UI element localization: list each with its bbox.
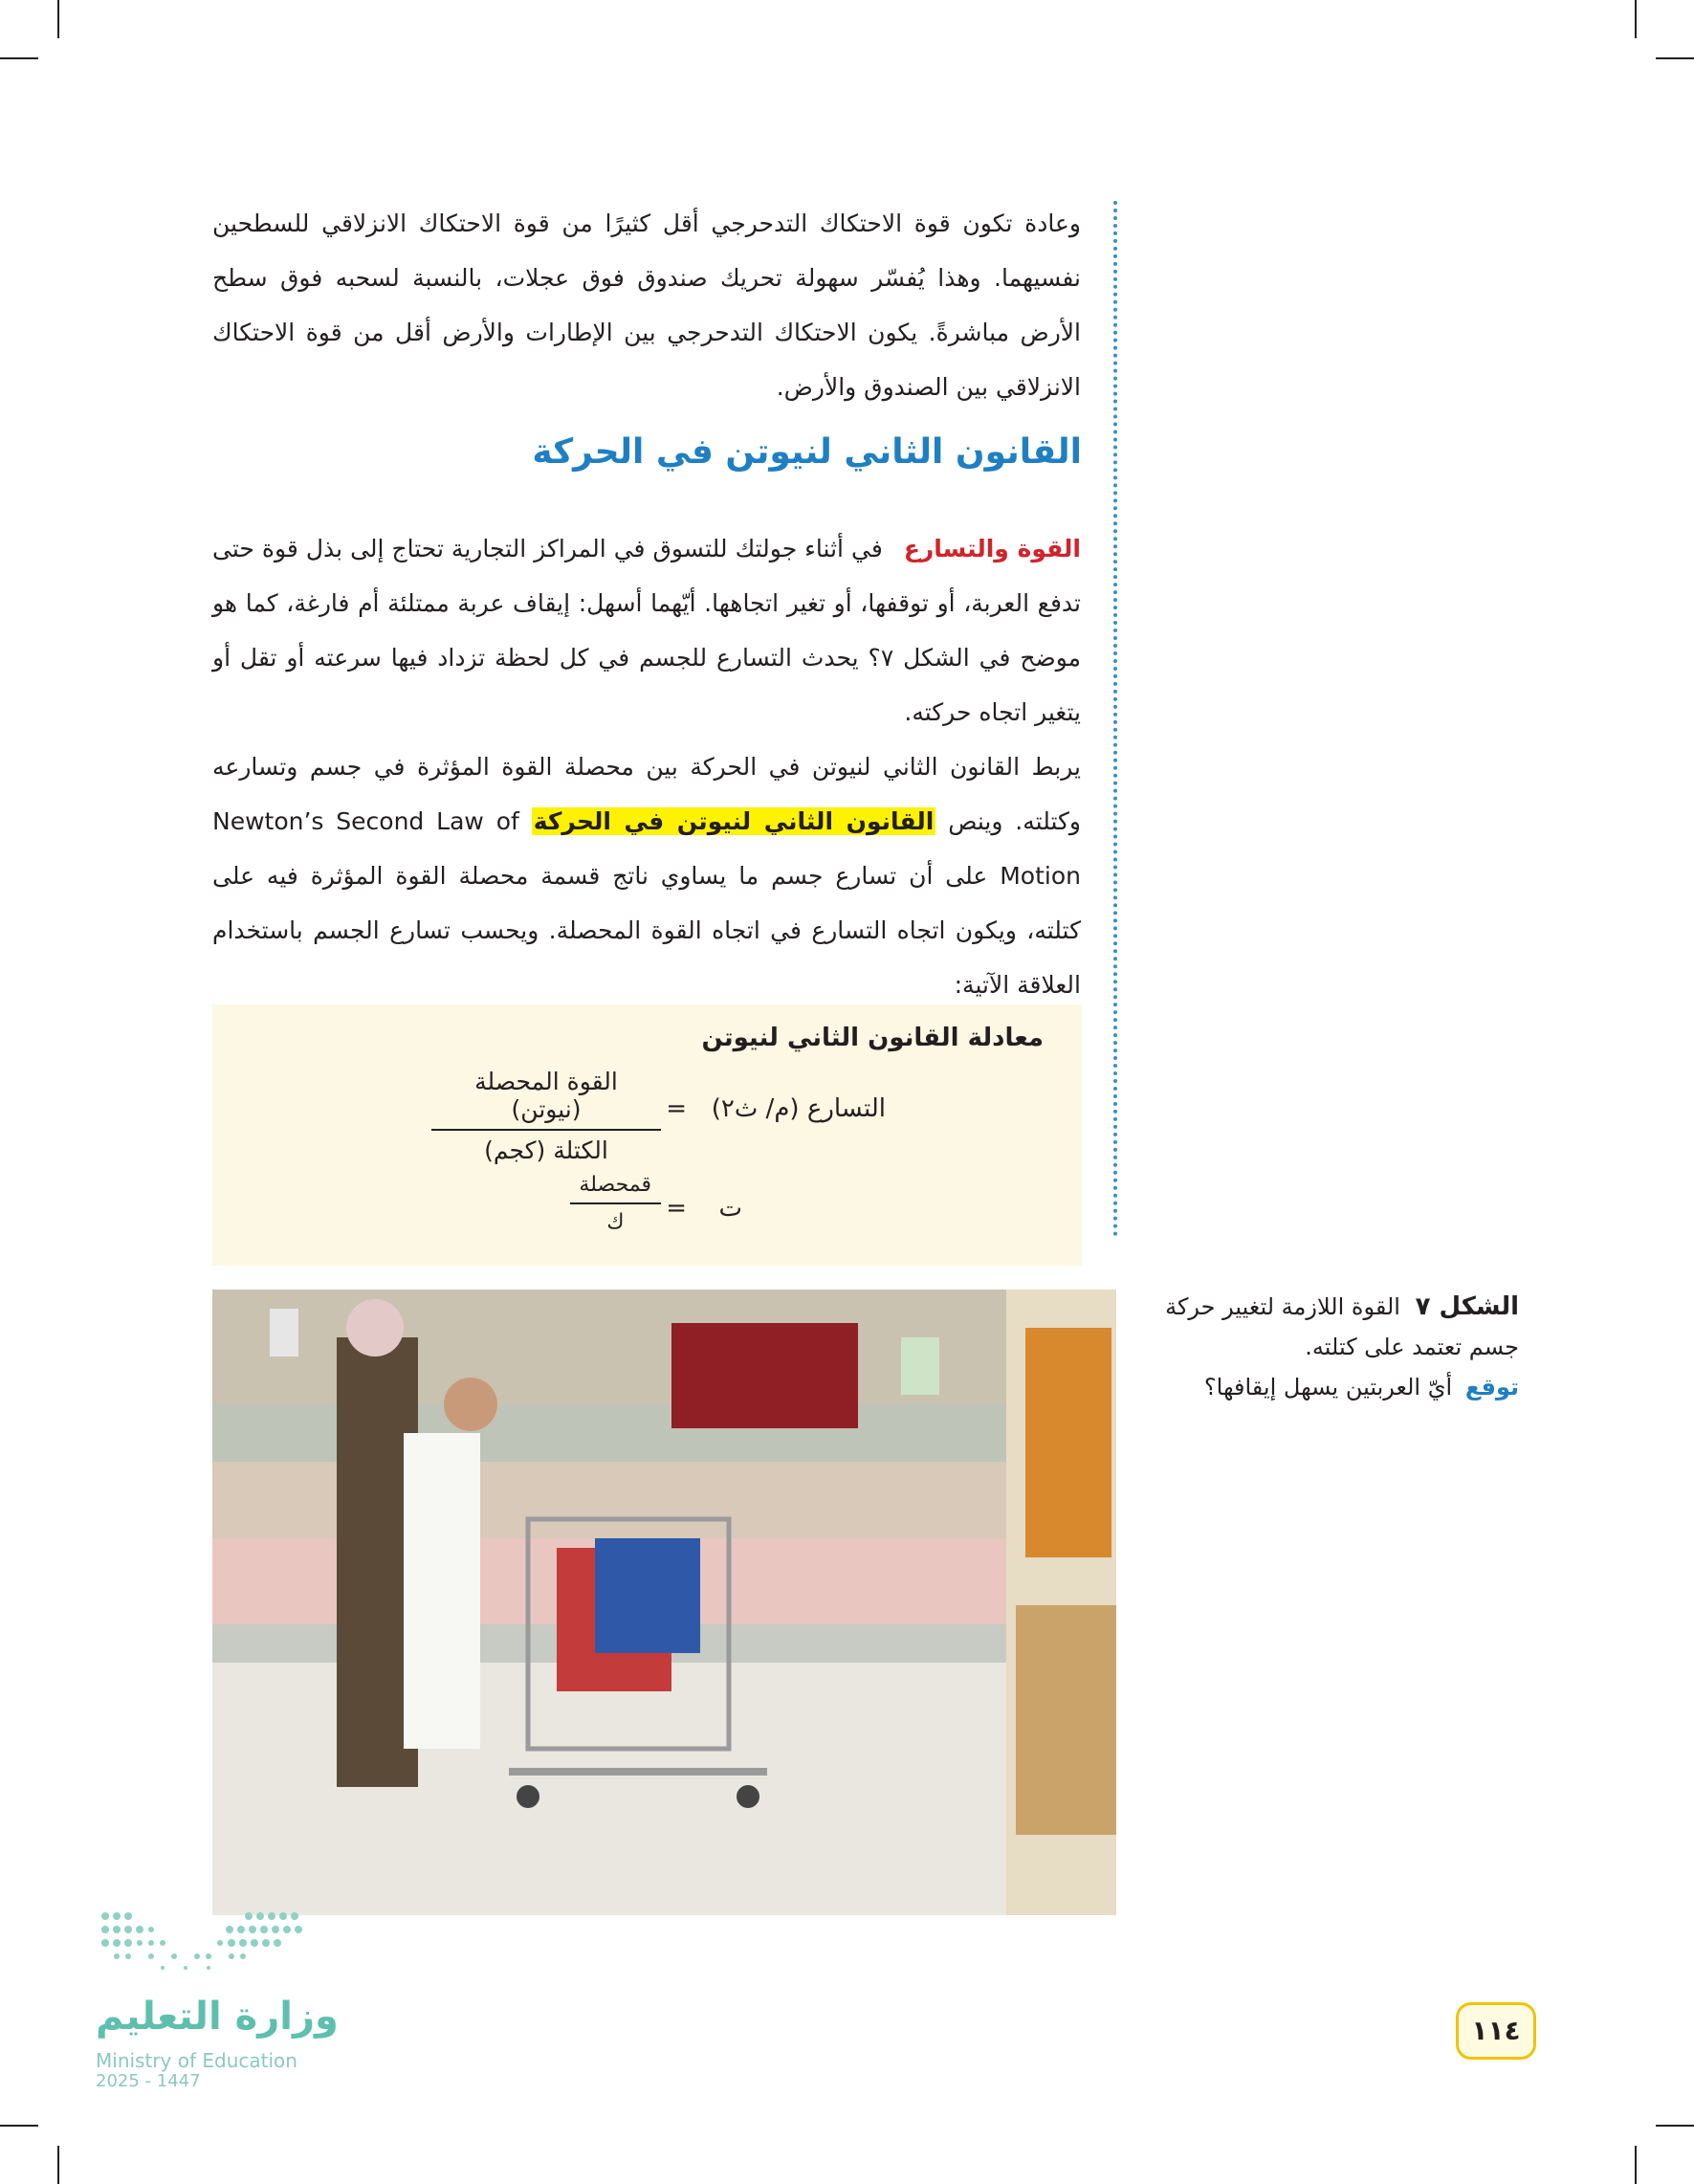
ministry-arabic-name: وزارة التعليم (96, 1995, 339, 2039)
law-paragraph (212, 739, 1081, 1012)
intro-paragraph (212, 196, 1081, 414)
figure-caption (1129, 1287, 1519, 1407)
crop-mark (1656, 2125, 1694, 2127)
side-heading: القوة والتسارع (903, 535, 1081, 563)
crop-mark (0, 2125, 38, 2127)
ministry-year: 2025 - 1447 (96, 2071, 201, 2091)
ministry-english-name: Ministry of Education (96, 2049, 297, 2072)
crop-mark (1656, 57, 1694, 59)
supermarket-cart-photo (212, 1290, 1116, 1915)
crop-mark (1635, 2146, 1637, 2184)
intro-text: وعادة تكون قوة الاحتكاك التدحرجي أقل كثيرًا من قوة الاحتكاك الانزلاقي للسطحين نفسيهما. وهذا يُفسّر سهولة تحريك صندوق فوق عجلات، بالنسبة لسحبه فوق سطح الأرض مباشرةً. يكون الاحتكاك التدحرجي بين الإطارات والأرض أقل من قوة الاحتكاك الانزلاقي بين الصندوق والأرض. (212, 210, 1081, 401)
word-denominator: الكتلة (كجم) (484, 1136, 608, 1164)
photo-illustration (212, 1290, 1116, 1915)
crop-mark (0, 57, 38, 59)
equation-lhs-symbol: ت (718, 1194, 742, 1223)
law-text-part2: على أن تسارع جسم ما يساوي ناتج قسمة محصلة القوة المؤثرة فيه على كتلته، ويكون اتجاه التسارع في اتجاه القوة المحصلة. ويحسب تسارع الجسم باستخدام العلاقة الآتية: (212, 862, 1081, 999)
crop-mark (57, 2146, 59, 2184)
caption-text: القوة اللازمة لتغيير حركة جسم تعتمد على كتلته. (1165, 1293, 1519, 1360)
english-term: Newton’s Second Law of Motion (212, 807, 1081, 890)
logo-dots-icon (96, 1908, 311, 1985)
equals-sign-2: = (666, 1194, 687, 1223)
word-numerator: القوة المحصلة (نيوتن) (431, 1068, 661, 1131)
figure-label: الشكل ٧ (1415, 1292, 1519, 1321)
symbol-denominator: ك (606, 1210, 625, 1234)
section-heading: القانون الثاني لنيوتن في الحركة (532, 432, 1082, 472)
law-text-part1: يربط القانون الثاني لنيوتن في الحركة بين محصلة القوة المؤثرة في جسم وتسارعه وكتلته. وينص (212, 753, 1081, 835)
crop-mark (1635, 0, 1637, 38)
law-highlight: القانون الثاني لنيوتن في الحركة (533, 807, 935, 835)
page-number: ١١٤ (1456, 2002, 1536, 2060)
equation-lhs-words: التسارع (م/ ث٢) (711, 1094, 886, 1123)
predict-text: أيّ العربتين يسهل إيقافها؟ (1203, 1374, 1453, 1401)
force-paragraph (212, 521, 1081, 739)
crop-mark (57, 0, 59, 38)
symbol-numerator: قمحصلة (570, 1173, 661, 1204)
equals-sign: = (666, 1094, 687, 1123)
predict-label: توقع (1464, 1374, 1519, 1401)
force-text: في أثناء جولتك للتسوق في المراكز التجارية تحتاج إلى بذل قوة حتى تدفع العربة، أو توقفها، أو تغير اتجاهها. أيّهما أسهل: إيقاف عربة ممتلئة أم فارغة، كما هو موضح في الشكل ٧؟ يحدث التسارع للجسم في كل لحظة تزداد فيها سرعته أو تقل أو يتغير اتجاه حركته. (212, 535, 1081, 726)
symbol-fraction (570, 1173, 661, 1234)
word-fraction (431, 1068, 661, 1164)
margin-rule (1113, 201, 1117, 1237)
equation-title: معادلة القانون الثاني لنيوتن (701, 1024, 1044, 1052)
equation-box (212, 1004, 1082, 1266)
